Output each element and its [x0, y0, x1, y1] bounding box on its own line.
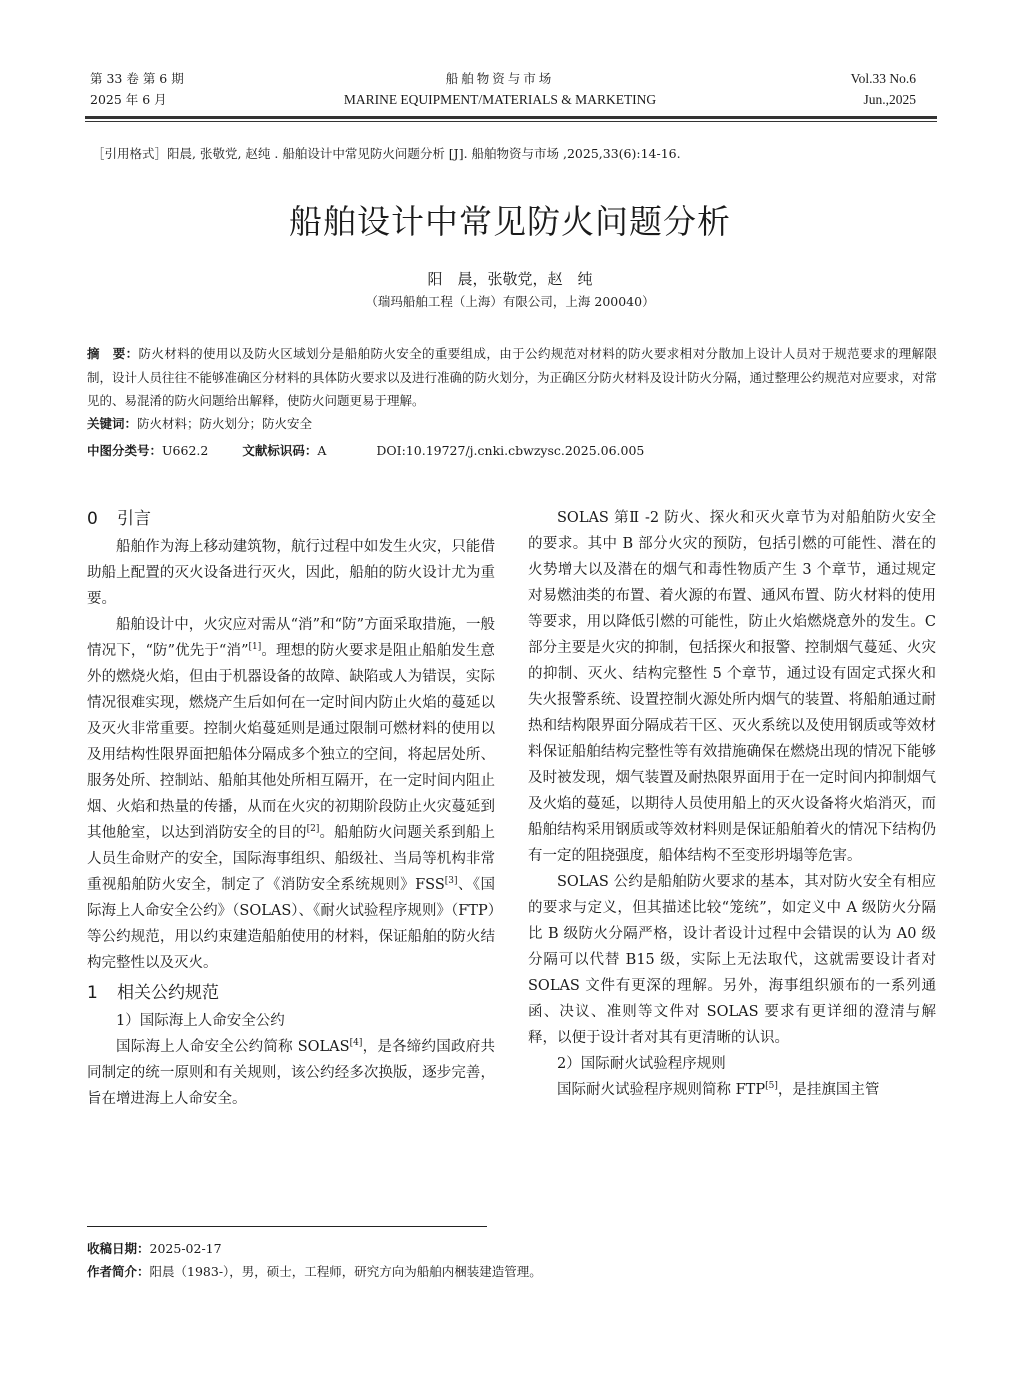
reference-5[interactable]: [5] [765, 1081, 778, 1092]
paragraph-4: SOLAS 第Ⅱ -2 防火、探火和灭火章节为对船舶防火安全的要求。其中 B 部分火灾的预防，包括引燃的可能性、潜在的火势增大以及潜在的烟气和毒性物质产生 3 个章节，通过规定对易燃油类的布置、着火源的布置、通风布置、防火材料的使用等要求，用以降低引燃的可能性，防止火焰燃烧意外的发生。C 部分主要是火灾的抑制，包括探火和报警、控制烟气蔓延、火灾的抑制、灭火、结构完整性 5 个章节，通过设有固定式探火和失火报警系统、设置控制火源处所内烟气的装置、将船舶通过耐热和结构限界面分隔成若干区、灭火系统以及使用钢质或等效材料保证船舶结构完整性等有效措施确保在燃烧出现的情况下能够及时被发现，烟气装置及耐热限界面用于在一定时间内抑制烟气及火焰的蔓延，以期待人员使用船上的灭火设备将火焰消灭，而船舶结构采用钢质或等效材料则是保证船舶着火的情况下结构仍有一定的阻挠强度，船体结构不至变形坍塌等危害。 [528, 510, 936, 864]
keywords-label: 关键词： [87, 416, 138, 431]
footnote-rule [87, 1226, 487, 1227]
journal-name [260, 68, 740, 110]
journal-name-cn: 船舶物资与市场 [445, 71, 555, 86]
paragraph-2: 船舶设计中，火灾应对需从“消”和“防”方面采取措施，一般情况下，“防”优先于“消”[1]。理想的防火要求是阻止船舶发生意外的燃烧火焰，但由于机器设备的故障、缺陷或人为错误，实际情况很难实现，燃烧产生后如何在一定时间内防止火焰的蔓延以及灭火非常重要。控制火焰蔓延则是通过限制可燃材料的使用以及用结构性限界面把船体分隔成多个独立的空间，将起居处所、服务处所、控制站、船舶其他处所相互隔开，在一定时间内阻止烟、火焰和热量的传播，从而在火灾的初期阶段防止火灾蔓延到其他舱室，以达到消防安全的目的[2]。船舶防火问题关系到船上人员生命财产的安全，国际海事组织、船级社、当局等机构非常重视船舶防火安全，制定了《消防安全系统规则》FSS[3]、《国际海上人命安全公约》（SOLAS）、《耐火试验程序规则》（FTP）等公约规范，用以约束建造船舶使用的材料，保证船舶的防火结构完整性以及灭火。 [87, 617, 496, 971]
clc-label: 中图分类号： [87, 443, 163, 458]
body-column-left [87, 505, 495, 1112]
keywords-text: 防火材料；防火划分；防火安全 [137, 416, 313, 431]
affiliation: （瑞玛船舶工程（上海）有限公司，上海 200040） [365, 294, 655, 309]
keywords [87, 414, 312, 432]
subsection-heading-2: 2）国际耐火试验程序规则 [557, 1056, 726, 1072]
body-column-right [528, 505, 936, 1103]
section-heading-0: 0 引言 [87, 509, 151, 529]
issue-date: 2025 年 6 月 [90, 92, 167, 107]
volume-issue: 第 33 卷 第 6 期 [90, 71, 184, 86]
abstract [87, 342, 937, 413]
reference-4[interactable]: [4] [349, 1038, 363, 1049]
received-label: 收稿日期： [87, 1241, 150, 1256]
classification [87, 441, 987, 459]
issue-date-en: Jun.,2025 [863, 92, 916, 107]
section-heading-1: 1 相关公约规范 [87, 983, 219, 1003]
received-value: 2025-02-17 [149, 1241, 222, 1256]
journal-issue-en [851, 68, 916, 110]
reference-2[interactable]: [2] [306, 824, 320, 835]
citation-label: ［引用格式］ [92, 146, 168, 161]
header-rule-thin [85, 121, 937, 122]
author-list: 阳 晨，张敬党，赵 纯 [427, 270, 593, 288]
paper-title: 船舶设计中常见防火问题分析 [289, 202, 731, 241]
paragraph-6: 国际耐火试验程序规则简称 FTP[5]，是挂旗国主管 [557, 1081, 880, 1098]
reference-3[interactable]: [3] [444, 876, 458, 887]
header-rule-thick [85, 116, 937, 119]
author-bio-text: 阳晨（1983-），男，硕士，工程师，研究方向为船舶内梱装建造管理。 [149, 1264, 542, 1279]
citation-text: 阳晨, 张敬党, 赵纯 . 船舶设计中常见防火问题分析 [J]. 船舶物资与市场 ,2025,33(6):14-16. [167, 146, 681, 161]
paragraph-5: SOLAS 公约是船舶防火要求的基本，其对防火安全有相应的要求与定义，但其描述比较“笼统”，如定义中 A 级防火分隔比 B 级防火分隔严格，设计者设计过程中会错误的认为 A0 级分隔可以代替 B15 级，实际上无法取代，这就需要设计者对 SOLAS 文件有更深的理解。另外，海事组织颁布的一系列通函、决议、准则等文件对 SOLAS 要求有更详细的澄清与解释，以便于设计者对其有更清晰的认识。 [528, 874, 936, 1046]
received-date [87, 1238, 222, 1260]
reference-1[interactable]: [1] [248, 642, 262, 653]
doc-code-value: A [317, 443, 327, 458]
doc-code-label: 文献标识码： [242, 443, 318, 458]
author-bio-label: 作者简介： [87, 1264, 150, 1279]
citation-format [92, 144, 942, 162]
subsection-heading-1: 1）国际海上人命安全公约 [116, 1013, 285, 1029]
author-bio [87, 1261, 542, 1283]
clc-value: U662.2 [162, 443, 209, 458]
journal-issue [90, 68, 184, 110]
journal-name-en: MARINE EQUIPMENT/MATERIALS & MARKETING [343, 92, 657, 107]
volume-issue-en: Vol.33 No.6 [850, 71, 916, 86]
abstract-text: 防火材料的使用以及防火区域划分是船舶防火安全的重要组成，由于公约规范对材料的防火要求相对分散加上设计人员对于规范要求的理解限制，设计人员往往不能够准确区分材料的具体防火要求以及进行准确的防火划分，为正确区分防火材料及设计防火分隔，通过整理公约规范对应要求，对常见的、易混淆的防火问题给出解释，使防火问题更易于理解。 [87, 346, 938, 408]
paragraph-1: 船舶作为海上移动建筑物，航行过程中如发生火灾，只能借助船上配置的灭火设备进行灭火，因此，船舶的防火设计尤为重要。 [87, 539, 495, 607]
doi: DOI:10.19727/j.cnki.cbwzysc.2025.06.005 [376, 443, 645, 458]
paragraph-3: 国际海上人命安全公约简称 SOLAS[4]，是各缔约国政府共同制定的统一原则和有关规则，该公约经多次换版，逐步完善，旨在增进海上人命安全。 [87, 1038, 496, 1107]
abstract-label: 摘 要： [87, 346, 139, 361]
